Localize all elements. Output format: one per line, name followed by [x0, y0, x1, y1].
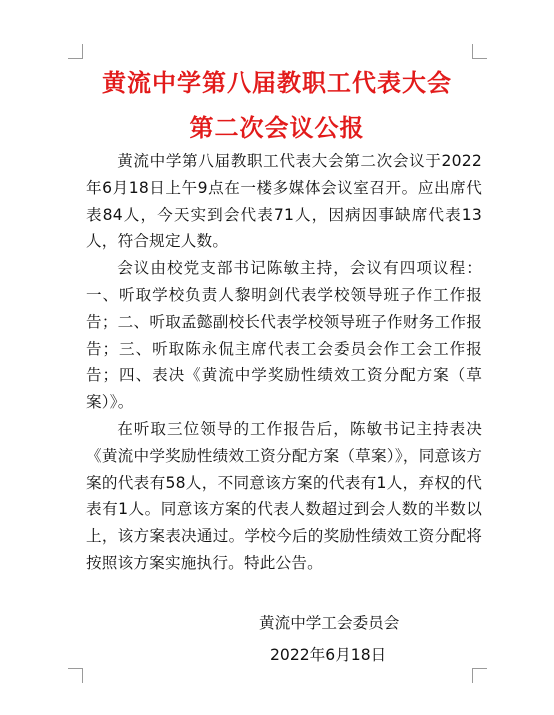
crop-mark-top-left: [68, 44, 83, 59]
signature-date: 2022年6月18日: [270, 646, 387, 664]
crop-mark-top-right: [472, 44, 487, 59]
document-body: [86, 148, 482, 577]
document-title-line-2: 第二次会议公报: [189, 114, 365, 142]
paragraph-meeting-info: 黄流中学第八届教职工代表大会第二次会议于2022年6月18日上午9点在一楼多媒体会议室召开。应出席代表84人，今天实到会代表71人，因病因事缺席代表13人，符合规定人数。: [86, 152, 482, 251]
crop-mark-bottom-left: [68, 668, 83, 683]
signature-organization: 黄流中学工会委员会: [259, 614, 400, 632]
document-title-line-1: 黄流中学第八届教职工代表大会: [102, 69, 452, 97]
paragraph-agenda: 会议由校党支部书记陈敏主持，会议有四项议程：一、听取学校负责人黎明剑代表学校领导班子作工作报告；二、听取孟懿副校长代表学校领导班子作财务工作报告；三、听取陈永侃主席代表工会委员会作工会工作报告；四、表决《黄流中学奖励性绩效工资分配方案（草案）》。: [86, 259, 482, 412]
paragraph-vote-result: 在听取三位领导的工作报告后，陈敏书记主持表决《黄流中学奖励性绩效工资分配方案（草案）》，同意该方案的代表有58人，不同意该方案的代表有1人，弃权的代表有1人。同意该方案的代表人数超过到会人数的半数以上，该方案表决通过。学校今后的奖励性绩效工资分配将按照该方案实施执行。特此公告。: [86, 419, 482, 572]
crop-mark-bottom-right: [472, 668, 487, 683]
